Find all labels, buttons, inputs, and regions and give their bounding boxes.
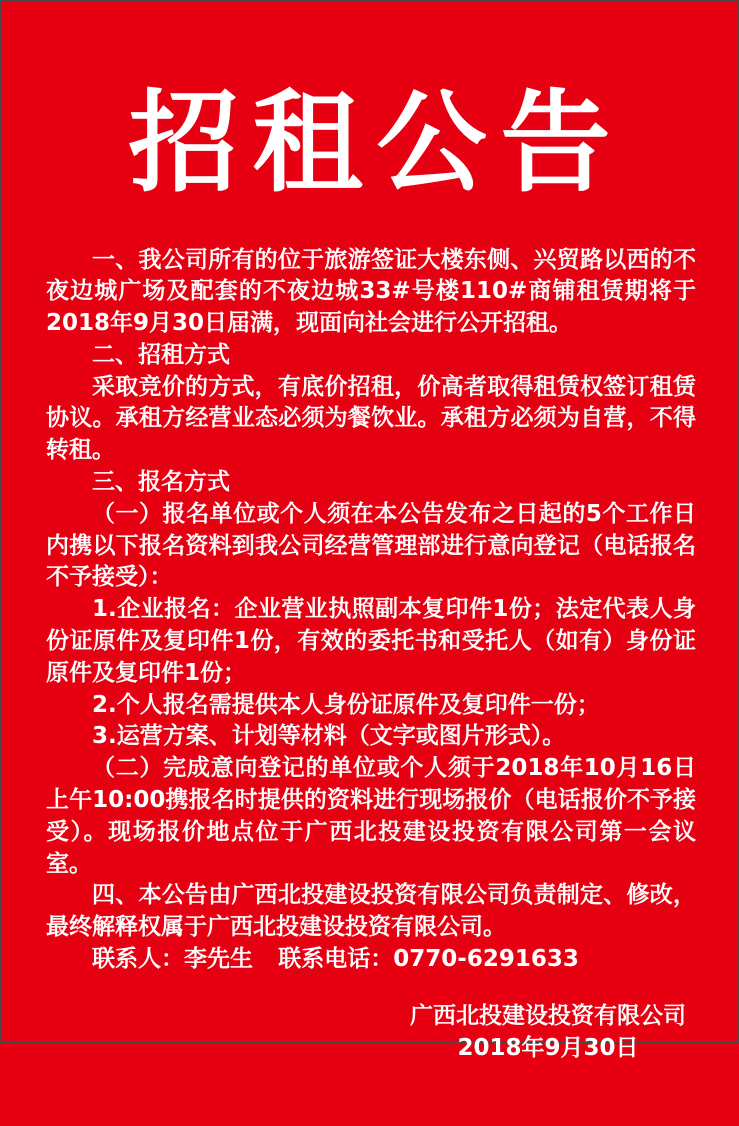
paragraph-operation-plan: 3.运营方案、计划等材料（文字或图片形式）。 (92, 723, 566, 750)
paragraph-intro: 一、我公司所有的位于旅游签证大楼东侧、兴贸路以西的不夜边城广场及配套的不夜边城33#号楼110#商铺租赁期将于2018年9月30日届满，现面向社会进行公开招租。 (46, 246, 696, 337)
signature-date: 2018年9月30日 (457, 1034, 639, 1061)
poster-title: 招租公告 (128, 78, 625, 207)
paragraph-interpretation-rights: 四、本公告由广西北投建设投资有限公司负责制定、修改，最终解释权属于广西北投建设投资有限公司。 (46, 882, 696, 941)
heading-section-rental-method: 二、招租方式 (92, 341, 230, 368)
paragraph-registration-intro: （一）报名单位或个人须在本公告发布之日起的5个工作日内携以下报名资料到我公司经营管理部进行意向登记（电话报名不予接受）： (46, 500, 696, 591)
rental-announcement-poster (1, 78, 738, 1126)
paragraph-individual-registration: 2.个人报名需提供本人身份证原件及复印件一份； (92, 691, 600, 718)
contact-line (46, 944, 696, 976)
signature-block (1, 1001, 686, 1065)
poster-body (46, 245, 696, 976)
signature-company-name: 广西北投建设投资有限公司 (410, 1002, 686, 1029)
paragraph-enterprise-registration: 1.企业报名：企业营业执照副本复印件1份；法定代表人身份证原件及复印件1份，有效的委托书和受托人（如有）身份证原件及复印件1份； (46, 596, 696, 686)
heading-section-registration-method: 三、报名方式 (92, 469, 230, 496)
contact-person-label: 联系人： (92, 946, 184, 973)
contact-phone-number: 0770-6291633 (393, 946, 579, 973)
contact-person-name: 李先生 (184, 946, 253, 973)
paragraph-onsite-bidding: （二）完成意向登记的单位或个人须于2018年10月16日上午10:00携报名时提供的资料进行现场报价（电话报价不予接受）。现场报价地点位于广西北投建设投资有限公司第一会议室。 (46, 755, 696, 877)
contact-phone-label: 联系电话： (278, 946, 394, 973)
paragraph-rental-method: 采取竞价的方式，有底价招租，价高者取得租赁权签订租赁协议。承租方经营业态必须为餐饮业。承租方必须为自营，不得转租。 (46, 373, 696, 464)
